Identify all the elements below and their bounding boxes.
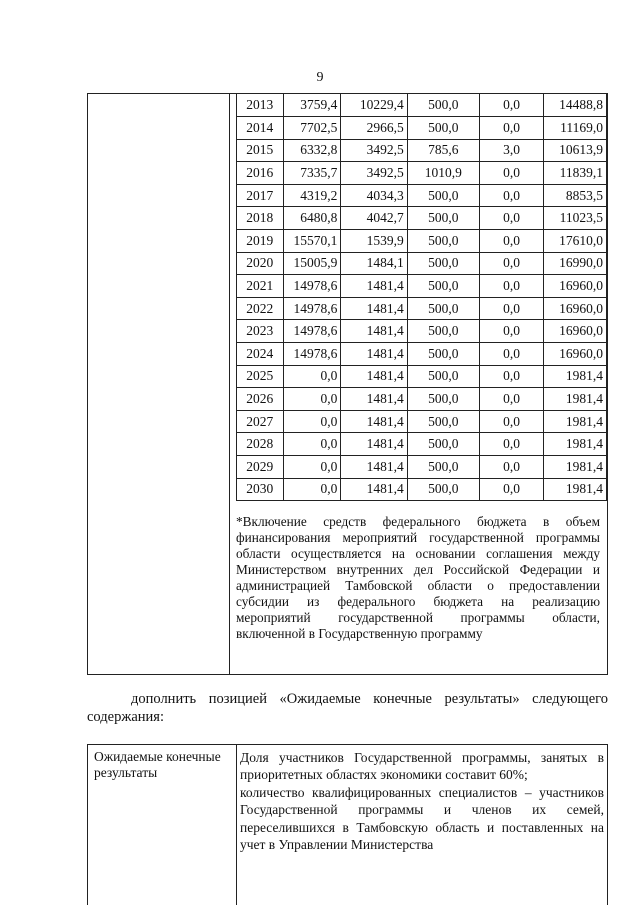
total-cell: 1981,4: [544, 388, 607, 411]
empty-label-cell: [88, 94, 230, 674]
financing-row: [237, 275, 607, 298]
total-cell: 11169,0: [544, 117, 607, 140]
total-cell: 1981,4: [544, 433, 607, 456]
federal-budget-cell: 0,0: [283, 365, 341, 388]
total-cell: 14488,8: [544, 94, 607, 117]
financing-row: [237, 456, 607, 479]
federal-budget-cell: 14978,6: [283, 320, 341, 343]
total-cell: 1981,4: [544, 478, 607, 501]
federal-budget-cell: 14978,6: [283, 343, 341, 366]
regional-budget-cell: 2966,5: [341, 117, 407, 140]
year-cell: 2029: [237, 456, 284, 479]
financing-row: [237, 252, 607, 275]
total-cell: 11023,5: [544, 207, 607, 230]
federal-budget-cell: 0,0: [283, 478, 341, 501]
federal-budget-cell: 6332,8: [283, 139, 341, 162]
federal-budget-cell: 0,0: [283, 433, 341, 456]
local-budget-cell: 500,0: [407, 433, 479, 456]
extrabudget-cell: 0,0: [479, 456, 544, 479]
result-participants-share: Доля участников Государственной программы, занятых в приоритетных областях экономики составит 60%;: [240, 750, 604, 783]
financing-row: [237, 320, 607, 343]
year-cell: 2024: [237, 343, 284, 366]
total-cell: 1981,4: [544, 456, 607, 479]
financing-table-body: [237, 94, 607, 501]
extrabudget-cell: 0,0: [479, 433, 544, 456]
extrabudget-cell: 0,0: [479, 320, 544, 343]
local-budget-cell: 500,0: [407, 252, 479, 275]
year-cell: 2013: [237, 94, 284, 117]
total-cell: 1981,4: [544, 410, 607, 433]
federal-budget-cell: 14978,6: [283, 275, 341, 298]
total-cell: 11839,1: [544, 162, 607, 185]
local-budget-cell: 500,0: [407, 343, 479, 366]
extrabudget-cell: 0,0: [479, 94, 544, 117]
federal-budget-cell: 0,0: [283, 410, 341, 433]
federal-budget-cell: 7335,7: [283, 162, 341, 185]
year-cell: 2019: [237, 230, 284, 253]
regional-budget-cell: 4042,7: [341, 207, 407, 230]
financing-row: [237, 162, 607, 185]
regional-budget-cell: 4034,3: [341, 184, 407, 207]
local-budget-cell: 500,0: [407, 478, 479, 501]
federal-budget-cell: 7702,5: [283, 117, 341, 140]
local-budget-cell: 500,0: [407, 388, 479, 411]
total-cell: 16990,0: [544, 252, 607, 275]
federal-budget-cell: 3759,4: [283, 94, 341, 117]
page-number: 9: [316, 70, 324, 85]
financing-row: [237, 139, 607, 162]
year-cell: 2018: [237, 207, 284, 230]
local-budget-cell: 500,0: [407, 230, 479, 253]
regional-budget-cell: 1481,4: [341, 433, 407, 456]
financing-cell: [230, 94, 607, 674]
extrabudget-cell: 0,0: [479, 275, 544, 298]
federal-budget-cell: 4319,2: [283, 184, 341, 207]
regional-budget-cell: 1484,1: [341, 252, 407, 275]
financing-row: [237, 478, 607, 501]
regional-budget-cell: 1539,9: [341, 230, 407, 253]
total-cell: 8853,5: [544, 184, 607, 207]
passport-financing-table: [87, 93, 608, 675]
expected-results-content: [240, 749, 604, 853]
regional-budget-cell: 1481,4: [341, 410, 407, 433]
financing-row: [237, 297, 607, 320]
extrabudget-cell: 0,0: [479, 343, 544, 366]
local-budget-cell: 785,6: [407, 139, 479, 162]
extrabudget-cell: 0,0: [479, 207, 544, 230]
federal-budget-footnote: *Включение средств федерального бюджета в объем финансирования мероприятий государственной программы области осуществляется на основании соглашения между Министерством внутренних дел Российской Федерации и администрацией Тамбовской области о предоставлении субсидии из федерального бюджета на реализацию мероприятий государственной программы области, включенной в Государственную программу: [236, 514, 600, 641]
regional-budget-cell: 1481,4: [341, 343, 407, 366]
extrabudget-cell: 0,0: [479, 365, 544, 388]
extrabudget-cell: 0,0: [479, 117, 544, 140]
local-budget-cell: 500,0: [407, 297, 479, 320]
extrabudget-cell: 0,0: [479, 297, 544, 320]
total-cell: 16960,0: [544, 297, 607, 320]
extrabudget-cell: 0,0: [479, 184, 544, 207]
year-cell: 2014: [237, 117, 284, 140]
local-budget-cell: 500,0: [407, 117, 479, 140]
regional-budget-cell: 1481,4: [341, 365, 407, 388]
local-budget-cell: 500,0: [407, 207, 479, 230]
year-cell: 2017: [237, 184, 284, 207]
financing-row: [237, 365, 607, 388]
financing-row: [237, 388, 607, 411]
regional-budget-cell: 10229,4: [341, 94, 407, 117]
year-cell: 2020: [237, 252, 284, 275]
regional-budget-cell: 1481,4: [341, 388, 407, 411]
year-cell: 2015: [237, 139, 284, 162]
regional-budget-cell: 1481,4: [341, 275, 407, 298]
total-cell: 10613,9: [544, 139, 607, 162]
regional-budget-cell: 1481,4: [341, 297, 407, 320]
financing-row: [237, 343, 607, 366]
financing-row: [237, 230, 607, 253]
regional-budget-cell: 3492,5: [341, 162, 407, 185]
extrabudget-cell: 0,0: [479, 252, 544, 275]
extrabudget-cell: 0,0: [479, 230, 544, 253]
total-cell: 16960,0: [544, 275, 607, 298]
extrabudget-cell: 0,0: [479, 162, 544, 185]
financing-row: [237, 94, 607, 117]
year-cell: 2022: [237, 297, 284, 320]
regional-budget-cell: 1481,4: [341, 320, 407, 343]
federal-budget-cell: 6480,8: [283, 207, 341, 230]
local-budget-cell: 500,0: [407, 456, 479, 479]
local-budget-cell: 500,0: [407, 320, 479, 343]
federal-budget-cell: 15570,1: [283, 230, 341, 253]
local-budget-cell: 500,0: [407, 365, 479, 388]
extrabudget-cell: 3,0: [479, 139, 544, 162]
financing-row: [237, 410, 607, 433]
year-cell: 2025: [237, 365, 284, 388]
year-cell: 2021: [237, 275, 284, 298]
year-cell: 2030: [237, 478, 284, 501]
total-cell: 17610,0: [544, 230, 607, 253]
local-budget-cell: 500,0: [407, 410, 479, 433]
year-cell: 2023: [237, 320, 284, 343]
column-divider: [236, 745, 237, 905]
total-cell: 16960,0: [544, 343, 607, 366]
federal-budget-cell: 0,0: [283, 388, 341, 411]
federal-budget-cell: 0,0: [283, 456, 341, 479]
expected-results-table: [87, 744, 608, 905]
federal-budget-cell: 14978,6: [283, 297, 341, 320]
year-cell: 2026: [237, 388, 284, 411]
extrabudget-cell: 0,0: [479, 410, 544, 433]
result-specialists-count: количество квалифицированных специалистов – участников Государственной программы и членов их семей, переселившихся в Тамбовскую область и поставленных на учет в Управлении Министерства: [240, 784, 604, 853]
regional-budget-cell: 1481,4: [341, 456, 407, 479]
expected-results-label: Ожидаемые конечные результаты: [94, 749, 221, 780]
year-cell: 2016: [237, 162, 284, 185]
local-budget-cell: 500,0: [407, 275, 479, 298]
year-cell: 2028: [237, 433, 284, 456]
local-budget-cell: 500,0: [407, 94, 479, 117]
financing-row: [237, 117, 607, 140]
federal-budget-cell: 15005,9: [283, 252, 341, 275]
extrabudget-cell: 0,0: [479, 478, 544, 501]
amendment-intro-text: дополнить позицией «Ожидаемые конечные результаты» следующего содержания:: [87, 691, 608, 725]
financing-row: [237, 184, 607, 207]
regional-budget-cell: 3492,5: [341, 139, 407, 162]
financing-row: [237, 207, 607, 230]
financing-by-year-table: [236, 94, 607, 501]
year-cell: 2027: [237, 410, 284, 433]
local-budget-cell: 1010,9: [407, 162, 479, 185]
total-cell: 1981,4: [544, 365, 607, 388]
regional-budget-cell: 1481,4: [341, 478, 407, 501]
extrabudget-cell: 0,0: [479, 388, 544, 411]
local-budget-cell: 500,0: [407, 184, 479, 207]
total-cell: 16960,0: [544, 320, 607, 343]
financing-row: [237, 433, 607, 456]
